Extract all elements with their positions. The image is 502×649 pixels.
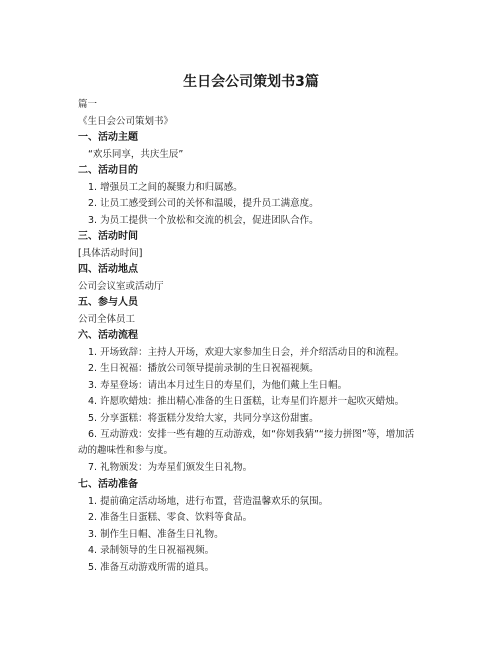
list-item: 3. 寿星登场：请出本月过生日的寿星们，为他们戴上生日帽。 (88, 380, 348, 391)
list-item: 2. 准备生日蛋糕、零食、饮料等食品。 (88, 512, 253, 523)
list-item: 6. 互动游戏：安排一些有趣的互动游戏，如“你划我猜”“接力拼图”等，增加活 (88, 429, 415, 440)
part-label: 篇一 (78, 99, 98, 110)
participants-text: 公司全体员工 (78, 314, 136, 325)
list-item-continuation: 动的趣味性和参与度。 (78, 445, 174, 456)
document-subtitle: 《生日会公司策划书》 (78, 116, 174, 127)
section-heading-preparation: 七、活动准备 (78, 479, 138, 490)
list-item: 1. 提前确定活动场地，进行布置，营造温馨欢乐的氛围。 (88, 496, 329, 507)
location-text: 公司会议室或活动厅 (78, 281, 164, 292)
list-item: 3. 制作生日帽、准备生日礼物。 (88, 529, 224, 540)
list-item: 7. 礼物颁发：为寿星们颁发生日礼物。 (88, 462, 253, 473)
theme-text: “欢乐同享，共庆生辰” (88, 149, 184, 160)
section-heading-location: 四、活动地点 (78, 264, 138, 275)
section-heading-purpose: 二、活动目的 (78, 165, 138, 176)
list-item: 4. 录制领导的生日祝福视频。 (88, 545, 215, 556)
list-item: 4. 许愿吹蜡烛：推出精心准备的生日蛋糕，让寿星们许愿并一起吹灭蜡烛。 (88, 396, 405, 407)
list-item: 3. 为员工提供一个放松和交流的机会，促进团队合作。 (88, 215, 319, 226)
time-text: [具体活动时间] (78, 248, 143, 259)
list-item: 5. 准备互动游戏所需的道具。 (88, 562, 215, 573)
section-heading-participants: 五、参与人员 (78, 297, 138, 308)
list-item: 2. 让员工感受到公司的关怀和温暖，提升员工满意度。 (88, 198, 319, 209)
section-heading-theme: 一、活动主题 (78, 132, 138, 143)
list-item: 2. 生日祝福：播放公司领导提前录制的生日祝福视频。 (88, 363, 319, 374)
section-heading-time: 三、活动时间 (78, 231, 138, 242)
list-item: 5. 分享蛋糕：将蛋糕分发给大家，共同分享这份甜蜜。 (88, 413, 319, 424)
list-item: 1. 增强员工之间的凝聚力和归属感。 (88, 182, 243, 193)
section-heading-process: 六、活动流程 (78, 330, 138, 341)
list-item: 1. 开场致辞：主持人开场，欢迎大家参加生日会，并介绍活动目的和流程。 (88, 347, 405, 358)
document-title: 生日会公司策划书3篇 (183, 74, 319, 90)
